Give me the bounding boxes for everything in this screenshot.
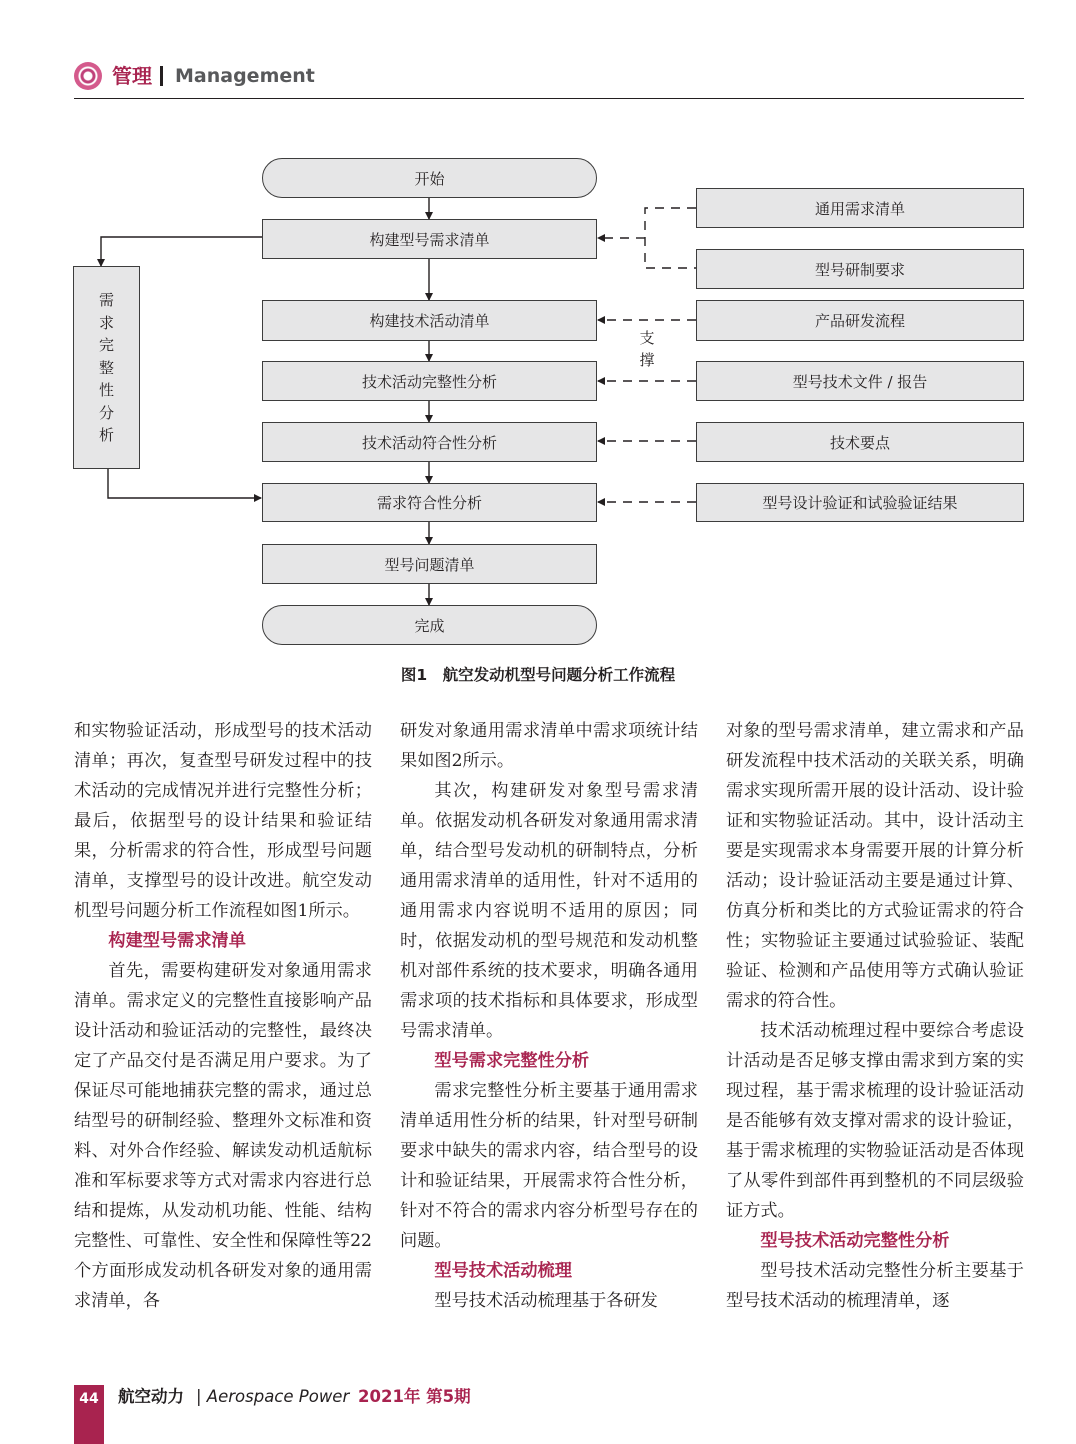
side-node-requirement-completeness (73, 266, 140, 469)
input-node-6: 型号设计验证和试验验证结果 (696, 483, 1024, 522)
flow-step-6: 型号问题清单 (262, 544, 597, 584)
flow-step-5: 需求符合性分析 (262, 483, 597, 522)
section-heading: 型号技术活动完整性分析 (760, 1231, 950, 1251)
side-node-char: 整 (98, 358, 114, 377)
input-node-2: 型号研制要求 (696, 249, 1024, 289)
page-number: 44 (79, 1391, 99, 1407)
input-node-4: 型号技术文件 / 报告 (696, 361, 1024, 401)
section-heading: 型号需求完整性分析 (434, 1051, 590, 1071)
flow-step-1: 构建型号需求清单 (262, 219, 597, 259)
journal-name-cn: 航空动力 (118, 1387, 184, 1406)
flow-step-3: 技术活动完整性分析 (262, 361, 597, 401)
section-title-cn: 管理 (112, 64, 152, 88)
input-node-5: 技术要点 (696, 422, 1024, 462)
side-node-char: 需 (98, 291, 114, 309)
paragraph: 对象的型号需求清单，建立需求和产品研发流程中技术活动的关联关系，明确需求实现所需开展的设计活动、设计验证和实物验证活动。其中，设计活动主要是实现需求本身需要开展的计算分析活动；设计验证活动主要是通过计算、仿真分析和类比的方式验证需求的符合性；实物验证主要通过试验验证、装配验证、检测和产品使用等方式确认验证需求的符合性。 (726, 721, 1024, 1011)
side-node-char: 求 (98, 313, 114, 332)
issue-label: 2021年 第5期 (358, 1387, 471, 1406)
support-label (637, 327, 657, 371)
side-node-char: 性 (98, 381, 114, 399)
flow-end-node: 完成 (262, 605, 597, 645)
flow-step-2: 构建技术活动清单 (262, 300, 597, 341)
arrow-side-to-step5 (108, 469, 261, 498)
input-node-1: 通用需求清单 (696, 188, 1024, 228)
flow-start-node: 开始 (262, 158, 597, 198)
paragraph: 技术活动梳理过程中要综合考虑设计活动是否足够支撑由需求到方案的实现过程，基于需求梳理的设计验证活动是否能够有效支撑对需求的设计验证，基于需求梳理的实物验证活动是否体现了从零件到部件再到整机的不同层级验证方式。 (726, 1021, 1024, 1221)
flow-step-4: 技术活动符合性分析 (262, 422, 597, 462)
paragraph: 首先，需要构建研发对象通用需求清单。需求定义的完整性直接影响产品设计活动和验证活动的完整性，最终决定了产品交付是否满足用户要求。为了保证尽可能地捕获完整的需求，通过总结型号的研制经验、整理外文标准和资料、对外合作经验、解读发动机适航标准和军标要求等方式对需求内容进行总结和提炼，从发动机功能、性能、结构完整性、可靠性、安全性和保障性等22个方面形成发动机各研发对象的通用需求清单，各 (74, 961, 372, 1311)
paragraph: 研发对象通用需求清单中需求项统计结果如图2所示。 (400, 721, 698, 771)
paragraph: 需求完整性分析主要基于通用需求清单适用性分析的结果，针对型号研制要求中缺失的需求内容，结合型号的设计和验证结果，开展需求符合性分析，针对不符合的需求内容分析型号存在的问题。 (400, 1081, 698, 1251)
side-node-char: 析 (98, 426, 114, 444)
journal-name-en: | Aerospace Power (196, 1387, 350, 1406)
flowchart-connectors (0, 0, 1076, 700)
paragraph: 其次，构建研发对象型号需求清单。依据发动机各研发对象通用需求清单，结合型号发动机的研制特点，分析通用需求清单的适用性，针对不适用的通用需求内容说明不适用的原因；同时，依据发动机的型号规范和发动机整机对部件系统的技术要求，明确各通用需求项的技术指标和具体要求，形成型号需求清单。 (400, 781, 698, 1041)
text-column-3 (726, 716, 1024, 1316)
arrow-step1-to-side (101, 237, 262, 266)
paragraph: 和实物验证活动，形成型号的技术活动清单；再次，复查型号研发过程中的技术活动的完成情况并进行完整性分析；最后，依据型号的设计结果和验证结果，分析需求的符合性，形成型号问题清单，支撑型号的设计改进。航空发动机型号问题分析工作流程如图1所示。 (74, 721, 372, 921)
paragraph: 型号技术活动完整性分析主要基于型号技术活动的梳理清单，逐 (726, 1261, 1024, 1311)
side-node-char: 完 (98, 336, 114, 354)
side-node-char: 分 (98, 403, 114, 422)
section-title-en: Management (175, 65, 315, 87)
support-label-char: 支 (639, 329, 655, 347)
section-heading: 型号技术活动梳理 (434, 1261, 572, 1281)
support-label-char: 撑 (639, 351, 655, 369)
text-column-1 (74, 716, 372, 1316)
paragraph: 型号技术活动梳理基于各研发 (434, 1291, 658, 1311)
section-heading: 构建型号需求清单 (108, 931, 246, 951)
figure-caption: 图1 航空发动机型号问题分析工作流程 (400, 666, 676, 684)
text-column-2 (400, 716, 698, 1316)
input-node-3: 产品研发流程 (696, 300, 1024, 341)
bracket-inputs-1-2 (645, 208, 696, 268)
